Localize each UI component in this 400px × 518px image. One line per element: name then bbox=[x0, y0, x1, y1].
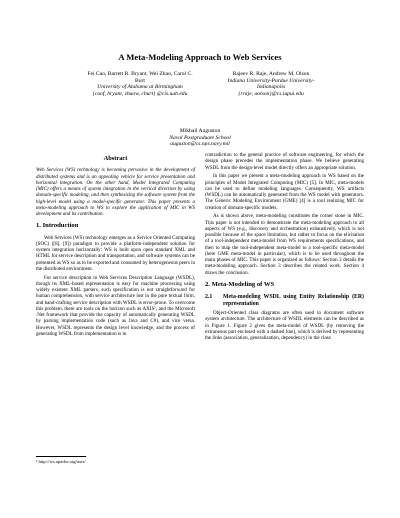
paragraph: As is shown above, meta-modeling constitutes the corner stone in MIC. This paper is not intended to demonstrate the meta-modeling approach to all aspects of WS (e.g., discovery and orchestration) exhaustively, which is not possible because of the space limitation, but rather to focus on the elicitation of a tool-independent meta-model from WS requirements specifications, and then to map the tool-independent meta-model to a tool-specific meta-model (here GME meta-model in particular), which is to be used throughout the main phases of MIC. This paper is organized as follows: Section 2 details the meta-modeling approach. Section 3 describes the related work. Section 4 draws the conclusion. bbox=[205, 213, 364, 276]
footnote: ¹ http://ws.apache.org/axis/ bbox=[36, 459, 86, 464]
author-block-iupui bbox=[210, 71, 332, 97]
paragraph: Object-Oriented class diagrams are often used to document software system architecture. The architecture of WSDL elements can be described as in Figure 1. Figure 2 gives the meta-model of WSDL (by removing the extraneous part enclosed with a dashed line), which is derived by representing the links (association, generalization, dependency) in the class bbox=[205, 310, 364, 342]
subsection-title: Meta-modeling WSDL using Entity Relationship (ER) representation bbox=[223, 294, 364, 307]
abstract-heading: Abstract bbox=[103, 155, 128, 162]
author-institution-cont: Indianapolis bbox=[256, 84, 286, 91]
author-emails: {rraje, aolson}@cs.iupui.edu bbox=[238, 90, 304, 97]
author-institution: Indiana University-Purdue University- bbox=[227, 77, 315, 84]
paper-title: A Meta-Modeling Approach to Web Services bbox=[118, 52, 282, 62]
author-names: Fei Cao, Barrett R. Bryant, Wei Zhao, Carol C. bbox=[87, 71, 193, 77]
author-names: Rajeev R. Raje, Andrew M. Olson bbox=[232, 71, 310, 77]
paragraph: In this paper we present a meta-modeling approach to WS based on the principles of Model Integrated Computing (MIC) [5]. In MIC, meta-models can be used to define modeling languages. Consequently, WS artifacts (WSDL) can be automatically generated from the WS model with generators. The Generic Modeling Environment (GME) [4] is a tool realizing MIC for creation of domain-specific models. bbox=[205, 173, 364, 211]
author-block-uab bbox=[80, 71, 200, 97]
paragraph: contradiction to the general practice of software engineering, for which the design phase precedes the implementation phase. We believe generating WSDL from the design-level model directly offers an appropriate solution. bbox=[205, 152, 364, 171]
author-names-cont: Burt bbox=[135, 77, 145, 84]
paragraph: Web Services (WS) technology emerges as a Service Oriented Computing (SOC) ([8], [9]) paradigm to provide a platform-independent solution for system integration horizontally: WS is built upon open standard XML and HTML for service description and transportation, and software systems can be presented as WS so as to be exported and consumed by heterogeneous peers in the distributed environment. bbox=[36, 234, 195, 272]
left-column bbox=[36, 152, 195, 340]
subsection-heading bbox=[205, 294, 364, 307]
author-email: auguston@cs.nps.navy.mil bbox=[170, 141, 230, 148]
footnote-rule bbox=[36, 456, 86, 457]
section-heading-introduction: 1. Introduction bbox=[36, 222, 79, 230]
section-heading-meta-modeling: 2. Meta-Modeling of WS bbox=[205, 280, 275, 288]
subsection-number: 2.1 bbox=[205, 294, 213, 300]
author-emails: {caof, bryant, zhaow, cburt} @cis.uab.edu bbox=[92, 90, 188, 97]
abstract-text: Web Services (WS) technology is becoming pervasive in the development of distributed systems and is an appealing vehicle for service presentation and horizontal integration. On the other hand, Model Integrated Computing (MIC) offers a means of system integration in the vertical direction by using domain-specific modeling, and then synthesizing the software system from the high-level model using a model-specific generator. This paper presents a meta-modeling approach to WS to explore the application of MIC in WS development and its contribution. bbox=[36, 167, 195, 217]
right-column bbox=[205, 152, 364, 344]
paragraph: For service description in Web Services Description Language (WSDL), though its XML-based representation is easy for machine processing using widely existent XML parsers, such specification is not straightforward for human comprehension, with service architecture lost in the pure textual form, and hand-crafting service description with WSDL is error-prone. To overcome this problem, there are tools on the horizon such as AXIS¹, and the Microsoft .Net framework that provide the capacity of automatically generating WSDL by parsing implementation code (such as Java and C#), and vice versa. However, WSDL represents the design level knowledge, and the process of generating WSDL from implementation is in bbox=[36, 274, 195, 337]
author-block-nps bbox=[140, 128, 260, 148]
author-name: Mikhail Auguston bbox=[179, 128, 221, 134]
author-institution: University of Alabama at Birmingham bbox=[97, 84, 183, 91]
author-institution: Naval Postgraduate School bbox=[169, 134, 231, 141]
